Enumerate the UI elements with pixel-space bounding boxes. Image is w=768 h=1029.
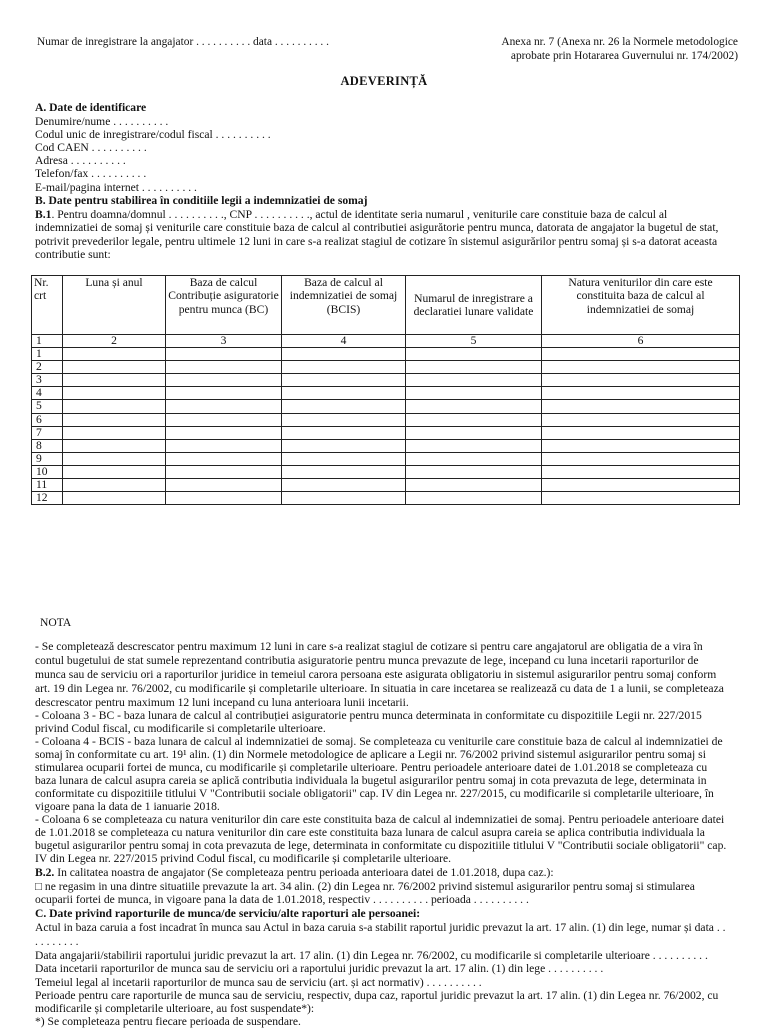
nota-line: baza lunara de calcul asupra careia se aplică contributia individuala la bugetul asigurarilor pentru somaj in cota prevazuta de lege, determinata in xyxy=(35,774,707,787)
table-cell[interactable] xyxy=(282,348,406,361)
row-number: 11 xyxy=(32,479,63,492)
table-row xyxy=(32,479,740,492)
nota-line: - Coloana 6 se completeaza cu natura veniturilor din care este constituita baza de calcul al indemnizatiei de somaj. Pentru perioadele anterioare datei xyxy=(35,813,725,826)
col-header-declaratie: Numarul de inregistrare a declaratiei lunare validate xyxy=(406,276,542,335)
table-cell[interactable] xyxy=(406,452,542,465)
table-row xyxy=(32,387,740,400)
b2-checkbox-line[interactable]: □ ne regasim in una dintre situatiile prevazute la art. 34 alin. (2) din Legea nr. 76/2002 privind sistemul asigurarilor pentru somaj si stimularea xyxy=(35,880,695,893)
table-cell[interactable] xyxy=(282,400,406,413)
table-cell: 6 xyxy=(542,335,740,348)
table-cell[interactable] xyxy=(542,348,740,361)
row-number: 3 xyxy=(32,374,63,387)
table-row xyxy=(32,361,740,374)
table-cell[interactable] xyxy=(166,387,282,400)
table-cell[interactable] xyxy=(542,361,740,374)
table-row xyxy=(32,452,740,465)
col-header-bc: Baza de calcul Contribuție asiguratorie pentru munca (BC) xyxy=(166,276,282,335)
nota-line: contul bugetului de stat sumele reprezentand contributia asiguratorie pentru munca prevazute de lege, incepand cu luna incetarii raporturilor de xyxy=(35,654,699,667)
table-cell[interactable] xyxy=(282,492,406,505)
field-telefon: Telefon/fax . . . . . . . . . . xyxy=(35,167,147,180)
section-c-line: Data angajarii/stabilirii raportului juridic prevazut la art. 17 alin. (1) din Legea nr. 76/2002, cu modificarile si completarile ulterioare . . . . . . . . . . xyxy=(35,949,708,962)
row-number: 7 xyxy=(32,426,63,439)
table-cell[interactable] xyxy=(542,452,740,465)
annex-reference xyxy=(501,36,738,63)
table-row xyxy=(32,413,740,426)
table-cell[interactable] xyxy=(63,465,166,478)
table-cell: 5 xyxy=(406,335,542,348)
table-cell[interactable] xyxy=(282,374,406,387)
table-row xyxy=(32,426,740,439)
table-cell[interactable] xyxy=(63,387,166,400)
table-row xyxy=(32,465,740,478)
table-cell: 2 xyxy=(63,335,166,348)
table-cell[interactable] xyxy=(63,439,166,452)
table-cell[interactable] xyxy=(406,413,542,426)
row-number: 6 xyxy=(32,413,63,426)
table-cell[interactable] xyxy=(282,426,406,439)
b2-line-3: ocuparii fortei de munca, in vigoare pana la data de 1.01.2018, respectiv . . . . . . . . . . perioada . . . . . . . . . . xyxy=(35,893,529,906)
table-cell[interactable] xyxy=(166,452,282,465)
nota-line: conformitate cu dispozitiile titlului V "Contributii sociale obligatorii" cap. IV din Legea nr. 227/2015, cu modificarile si completarile ulterioare, în xyxy=(35,787,714,800)
section-b-heading: B. Date pentru stabilirea în conditiile legii a indemnizatiei de somaj xyxy=(35,194,368,207)
table-cell[interactable] xyxy=(406,426,542,439)
table-header-row xyxy=(32,276,740,335)
field-cui: Codul unic de inregistrare/codul fiscal . . . . . . . . . . xyxy=(35,128,271,141)
table-cell[interactable] xyxy=(282,465,406,478)
table-cell[interactable] xyxy=(406,400,542,413)
section-c-line: *) Se completeaza pentru fiecare perioada de suspendare. xyxy=(35,1015,301,1028)
row-number: 1 xyxy=(32,348,63,361)
col-header-bcis: Baza de calcul al indemnizatiei de somaj (BCIS) xyxy=(282,276,406,335)
table-cell[interactable] xyxy=(63,374,166,387)
table-cell[interactable] xyxy=(63,492,166,505)
table-cell[interactable] xyxy=(63,452,166,465)
table-cell[interactable] xyxy=(166,400,282,413)
row-number: 10 xyxy=(32,465,63,478)
table-cell[interactable] xyxy=(406,439,542,452)
table-cell[interactable] xyxy=(166,361,282,374)
section-c-line: . . . . . . . . xyxy=(35,935,79,948)
nota-line: somaj în conformitate cu art. 19¹ alin. (1) din Normele metodologice de aplicare a Legii nr. 76/2002 privind sistemul asigurarilor pentru somaj si xyxy=(35,748,706,761)
table-cell[interactable] xyxy=(166,439,282,452)
document-title: ADEVERINȚĂ xyxy=(340,74,428,88)
table-cell[interactable] xyxy=(63,413,166,426)
table-cell[interactable] xyxy=(282,387,406,400)
table-row xyxy=(32,439,740,452)
nota-title: NOTA xyxy=(40,616,72,629)
table-cell[interactable] xyxy=(542,387,740,400)
nota-line: - Coloana 4 - BCIS - baza lunara de calcul al indemnizatiei de somaj. Se completeaza cu veniturile care constituie baza de calcul al indemnizatiei de xyxy=(35,735,723,748)
table-cell[interactable] xyxy=(166,374,282,387)
table-cell[interactable] xyxy=(542,439,740,452)
table-cell[interactable] xyxy=(542,492,740,505)
table-cell[interactable] xyxy=(282,452,406,465)
table-cell[interactable] xyxy=(63,426,166,439)
nota-line: bugetul asigurarilor pentru somaj in cota prevazuta de lege, determinata in conformitate cu dispozitiile titlului V "Contributii sociale obligatorii" cap. xyxy=(35,839,727,852)
table-cell[interactable] xyxy=(406,465,542,478)
section-c-line: Perioade pentru care raporturile de munca sau de serviciu, respectiv, dupa caz, raportul juridic prevazut la art. 17 alin. (1) din Legea nr. 76/2002, cu xyxy=(35,989,719,1002)
table-cell[interactable] xyxy=(63,361,166,374)
table-cell: 1 xyxy=(32,335,63,348)
table-cell[interactable] xyxy=(406,348,542,361)
table-cell: 3 xyxy=(166,335,282,348)
b1-label: B.1 xyxy=(35,208,52,221)
income-table xyxy=(31,275,740,505)
table-row xyxy=(32,374,740,387)
table-row xyxy=(32,400,740,413)
table-cell[interactable] xyxy=(166,465,282,478)
section-c-line: Data incetarii raporturilor de munca sau de serviciu ori a raportului juridic prevazut la art. 17 alin. (1) din lege . . . . . . . . . . xyxy=(35,962,604,975)
table-cell[interactable] xyxy=(63,400,166,413)
field-email: E-mail/pagina internet . . . . . . . . . . xyxy=(35,181,197,194)
registration-line: Numar de inregistrare la angajator . . . . . . . . . . data . . . . . . . . . . xyxy=(37,36,329,48)
section-c-line: modificarile și completarile ulterioare, au fost suspendate*): xyxy=(35,1002,315,1015)
annex-line-2: aprobate prin Hotararea Guvernului nr. 174/2002) xyxy=(510,49,738,62)
table-cell[interactable] xyxy=(282,479,406,492)
col-header-luna: Luna și anul xyxy=(63,276,166,335)
table-cell[interactable] xyxy=(63,348,166,361)
table-cell[interactable] xyxy=(406,387,542,400)
row-number: 8 xyxy=(32,439,63,452)
table-cell[interactable] xyxy=(542,465,740,478)
b2-line-1: B.2. In calitatea noastra de angajator (Se completeaza pentru perioada anterioara datei de 1.01.2018, dupa caz.): xyxy=(35,866,554,879)
col-header-nr: Nr. crt xyxy=(32,276,63,335)
annex-line-1: Anexa nr. 7 (Anexa nr. 26 la Normele metodologice xyxy=(501,36,738,48)
section-a-heading: A. Date de identificare xyxy=(35,101,147,114)
nota-line: - Se completează descrescator pentru maximum 12 luni in care s-a realizat stagiul de cotizare si pentru care angajatorul are obligatia de a vira în xyxy=(35,640,703,653)
table-cell[interactable] xyxy=(542,400,740,413)
table-cell[interactable] xyxy=(406,374,542,387)
table-cell[interactable] xyxy=(166,492,282,505)
table-cell[interactable] xyxy=(406,361,542,374)
nota-line: de 1.01.2018 se completeaza cu natura veniturilor din care este constituita baza lunara de calcul asupra careia se aplica contributia individuala la xyxy=(35,826,705,839)
section-c-heading: C. Date privind raporturile de munca/de serviciu/alte raporturi ale persoanei: xyxy=(35,907,421,920)
table-cell[interactable] xyxy=(63,479,166,492)
row-number: 12 xyxy=(32,492,63,505)
row-number: 4 xyxy=(32,387,63,400)
table-cell[interactable] xyxy=(542,426,740,439)
field-denumire: Denumire/nume . . . . . . . . . . xyxy=(35,115,169,128)
table-cell[interactable] xyxy=(166,479,282,492)
section-c-line: Temeiul legal al incetarii raporturilor de munca sau de serviciu (art. și act normativ) . . . . . . . . . . xyxy=(35,976,482,989)
table-cell[interactable] xyxy=(282,413,406,426)
b1-line-3: potrivit prevederilor legale, pentru ultimele 12 luni in care s-a realizat stagiul de cotizare în sistemul asigurărilor pentru somaj și s-a datorat aceasta xyxy=(35,235,718,248)
table-cell: 4 xyxy=(282,335,406,348)
table-cell[interactable] xyxy=(282,439,406,452)
table-cell[interactable] xyxy=(406,492,542,505)
nota-line: - Coloana 3 - BC - baza lunara de calcul al contribuției asiguratorie pentru munca determinata in conformitate cu dispozitiile Legii nr. 227/2015 xyxy=(35,709,702,722)
nota-line: munca sau de serviciu ori a raporturilor juridice in temeiul carora persoana este asigurata obligatoriu in sistemul asigurarilor pentru somaj conform xyxy=(35,668,717,681)
b1-line-2: indemnizatiei de somaj și veniturile care constituie baza de calcul al contributiei asigurătorie pentru munca, datorata de angajator la bugetul de stat, xyxy=(35,221,719,234)
nota-line: descrescator pentru maximum 12 luni incepand cu luna anterioara lunii incetarii. xyxy=(35,696,409,709)
nota-line: art. 19 din Legea nr. 76/2002, cu modificarile și completarile ulterioare. In situatia in care incetarea se realizează cu data de 1 a lunii, se completeaza xyxy=(35,682,724,695)
b1-line-4: contributie sunt: xyxy=(35,248,111,261)
table-cell[interactable] xyxy=(542,479,740,492)
table-cell[interactable] xyxy=(166,413,282,426)
row-number: 2 xyxy=(32,361,63,374)
table-cell[interactable] xyxy=(282,361,406,374)
row-number: 5 xyxy=(32,400,63,413)
col-header-natura: Natura veniturilor din care este constituita baza de calcul al indemnizatiei de somaj xyxy=(542,276,740,335)
nota-line: privind Codul fiscal, cu modificarile si completarile ulterioare. xyxy=(35,722,326,735)
table-row xyxy=(32,348,740,361)
table-number-row xyxy=(32,335,740,348)
nota-line: stimularea ocuparii fortei de munca, cu modificarile și completarile ulterioare. Pentru perioadele anterioare datei de 1.01.2018 se completeaza cu xyxy=(35,761,708,774)
table-row xyxy=(32,492,740,505)
field-adresa: Adresa . . . . . . . . . . xyxy=(35,154,126,167)
table-cell[interactable] xyxy=(166,426,282,439)
row-number: 9 xyxy=(32,452,63,465)
nota-line: IV din Legea nr. 227/2015 privind Codul fiscal, cu modificarile și completarile ulterioare. xyxy=(35,852,452,865)
nota-line: vigoare pana la data de 1 ianuarie 2018. xyxy=(35,800,220,813)
table-cell[interactable] xyxy=(542,413,740,426)
field-caen: Cod CAEN . . . . . . . . . . xyxy=(35,141,147,154)
b1-line-1: B.1. Pentru doamna/domnul . . . . . . . . . ., CNP . . . . . . . . . ., actul de identitate seria numarul , veniturile care constituie baza de calcul al xyxy=(35,208,668,221)
table-cell[interactable] xyxy=(542,374,740,387)
table-cell[interactable] xyxy=(406,479,542,492)
table-cell[interactable] xyxy=(166,348,282,361)
section-c-line: Actul in baza caruia a fost incadrat în munca sau Actul in baza caruia s-a stabilit raportul juridic prevazut la art. 17 alin. (1) din lege, numar și data . . xyxy=(35,921,726,934)
b2-label: B.2. xyxy=(35,866,55,879)
